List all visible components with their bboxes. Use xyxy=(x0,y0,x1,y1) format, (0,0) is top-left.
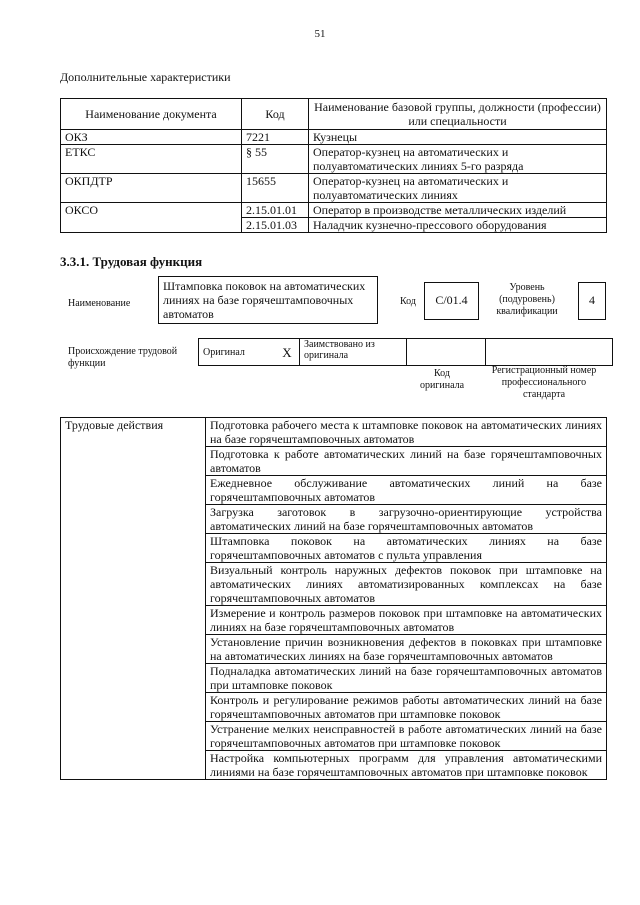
labor-actions-table xyxy=(60,417,607,780)
labor-action-item: Настройка компьютерных программ для управления автоматическими линиями на базе горячештамповочных автоматов при штамповке поковок xyxy=(206,751,607,780)
name-cell: Оператор-кузнец на автоматических и полуавтоматических линиях 5-го разряда xyxy=(309,145,607,174)
labor-action-item: Контроль и регулирование режимов работы автоматических линий на базе горячештамповочных автоматов при штамповке поковок xyxy=(206,693,607,722)
code-cell: 15655 xyxy=(242,174,309,203)
labor-function-title: 3.3.1. Трудовая функция xyxy=(60,254,203,269)
table-row xyxy=(61,174,607,203)
origin-label: Происхождение трудовой функции xyxy=(68,346,178,369)
name-cell: Оператор в производстве металлических изделий xyxy=(309,203,607,218)
table-row xyxy=(61,418,607,447)
qualification-level-label: Уровень (подуровень) квалификации xyxy=(496,282,558,317)
labor-action-item: Загрузка заготовок в загрузочно-ориентирующие устройства автоматических линий на базе горячештамповочных автоматов xyxy=(206,505,607,534)
table-row xyxy=(61,145,607,174)
document-cell: ОКПДТР xyxy=(61,174,242,203)
labor-action-item: Ежедневное обслуживание автоматических линий на базе горячештамповочных автоматов xyxy=(206,476,607,505)
function-code-value: C/01.4 xyxy=(424,282,479,320)
page-number: 51 xyxy=(314,28,326,40)
labor-action-item: Установление причин возникновения дефектов в поковках при штамповке на автоматических линиях на базе горячештамповочных автоматов xyxy=(206,635,607,664)
labor-actions-label: Трудовые действия xyxy=(61,418,206,780)
document-cell: ОКЗ xyxy=(61,130,242,145)
additional-characteristics-heading: Дополнительные характеристики xyxy=(60,70,231,84)
name-cell: Кузнецы xyxy=(309,130,607,145)
function-name-label: Наименование xyxy=(68,298,131,309)
labor-action-item: Штамповка поковок на автоматических линиях на базе горячештамповочных автоматов с пульта управления xyxy=(206,534,607,563)
document-cell: ЕТКС xyxy=(61,145,242,174)
code-cell: 2.15.01.01 xyxy=(242,203,309,218)
additional-characteristics-table xyxy=(60,98,607,233)
header-base-group-name: Наименование базовой группы, должности (профессии) или специальности xyxy=(309,99,607,130)
labor-action-item: Визуальный контроль наружных дефектов поковок при штамповке на автоматических линиях автоматизированных комплексах на базе горячештамповочных автоматов xyxy=(206,563,607,606)
labor-action-item: Подготовка к работе автоматических линий на базе горячештамповочных автоматов xyxy=(206,447,607,476)
labor-action-item: Измерение и контроль размеров поковок при штамповке на автоматических линиях на базе горячештамповочных автоматов xyxy=(206,606,607,635)
original-code-cell xyxy=(407,339,486,366)
labor-action-item: Подналадка автоматических линий на базе горячештамповочных автоматов при штамповке поковок xyxy=(206,664,607,693)
table-row xyxy=(61,130,607,145)
origin-row xyxy=(199,339,613,366)
header-document-name: Наименование документа xyxy=(61,99,242,130)
origin-table xyxy=(198,338,613,366)
code-cell: 7221 xyxy=(242,130,309,145)
labor-action-item: Устранение мелких неисправностей в работе автоматических линий на базе горячештамповочных автоматов при штамповке поковок xyxy=(206,722,607,751)
borrowed-label: Заимствовано из оригинала xyxy=(300,339,407,366)
registration-number-cell xyxy=(486,339,613,366)
qualification-level-value: 4 xyxy=(578,282,606,320)
original-mark: X xyxy=(275,339,300,366)
table-header-row xyxy=(61,99,607,130)
document-cell: ОКСО xyxy=(61,203,242,233)
registration-number-label: Регистрационный номер профессионального стандарта xyxy=(491,365,597,400)
name-cell: Наладчик кузнечно-прессового оборудования xyxy=(309,218,607,233)
original-code-label: Код оригинала xyxy=(419,368,465,391)
code-cell: § 55 xyxy=(242,145,309,174)
function-code-label: Код xyxy=(400,296,416,307)
labor-action-item: Подготовка рабочего места к штамповке поковок на автоматических линиях на базе горячештамповочных автоматов xyxy=(206,418,607,447)
name-cell: Оператор-кузнец на автоматических и полуавтоматических линиях xyxy=(309,174,607,203)
code-cell: 2.15.01.03 xyxy=(242,218,309,233)
original-label: Оригинал xyxy=(199,339,276,366)
header-code: Код xyxy=(242,99,309,130)
table-row xyxy=(61,203,607,218)
function-name-value: Штамповка поковок на автоматических линиях на базе горячештамповочных автоматов xyxy=(158,276,378,324)
